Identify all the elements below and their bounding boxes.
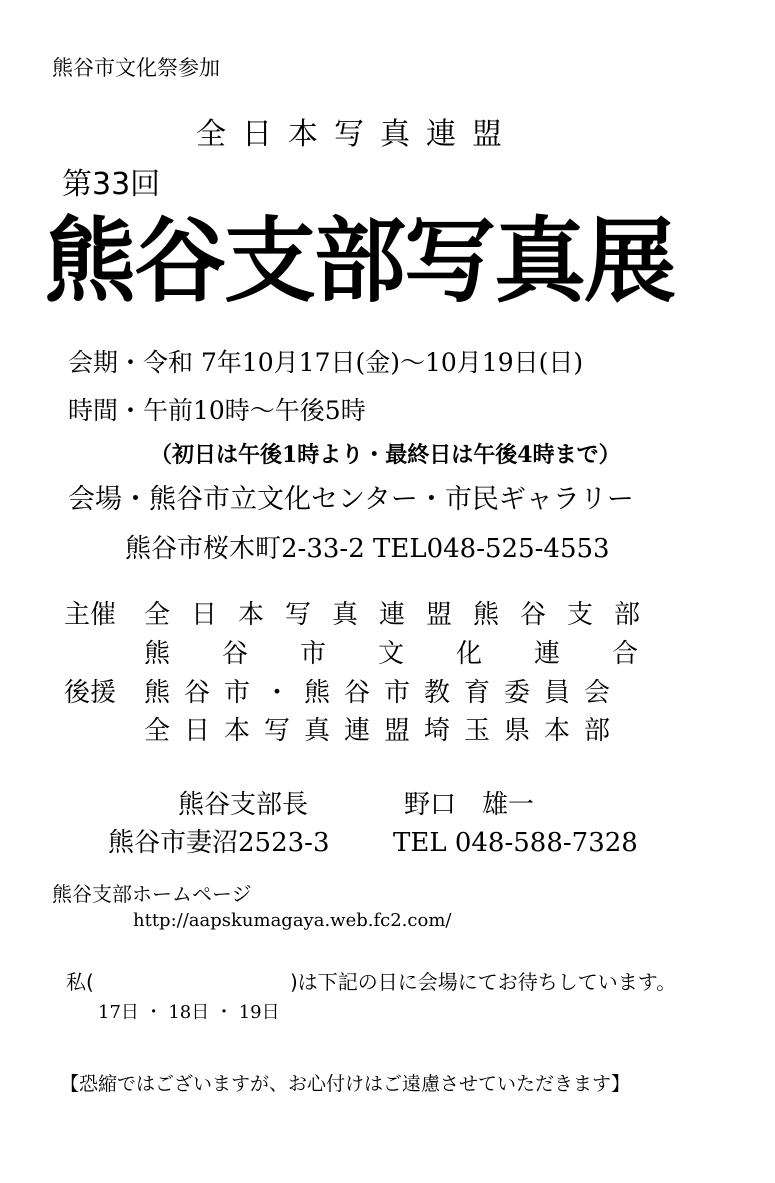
footer-note: 【恐縮ではございますが、お心付けはご遠慮させていただきます】 <box>60 1073 631 1095</box>
supporter-line-1: 熊谷市・熊谷市教育委員会 <box>144 678 625 708</box>
homepage-label: 熊谷支部ホームページ <box>52 882 252 906</box>
supporter-label: 後援 <box>64 678 117 708</box>
invitation-suffix: )は下記の日に会場にてお待ちしています。 <box>290 970 677 994</box>
event-venue: 会場・熊谷市立文化センター・市民ギャラリー <box>68 484 634 515</box>
event-address: 熊谷市桜木町2-33-2 TEL048-525-4553 <box>125 534 610 564</box>
organizer-line-1: 全日本写真連盟熊谷支部 <box>144 600 662 630</box>
chief-address: 熊谷市妻沼2523-3 <box>108 828 330 858</box>
invitation-dates: 17日 ・ 18日 ・ 19日 <box>98 1002 280 1023</box>
invitation-prefix: 私( <box>66 970 94 994</box>
event-hours: 時間・午前10時〜午後5時 <box>68 396 366 425</box>
organizer-label: 主催 <box>64 600 117 630</box>
event-hours-note: （初日は午後1時より・最終日は午後4時まで） <box>150 442 621 468</box>
name-blank[interactable] <box>106 970 286 994</box>
chief-name: 野口 雄一 <box>404 790 535 820</box>
exhibition-title: 熊谷支部写真展 <box>44 208 675 315</box>
organization-name: 全日本写真連盟 <box>196 117 518 152</box>
chief-tel: TEL 048-588-7328 <box>393 828 638 858</box>
organizer-line-2: 熊谷市文化連合 <box>144 639 691 669</box>
event-period: 会期・令和 7年10月17日(金)〜10月19日(日) <box>68 348 584 377</box>
participation-note: 熊谷市文化祭参加 <box>52 56 220 80</box>
chief-title: 熊谷支部長 <box>178 790 309 820</box>
edition-label: 第33回 <box>62 167 161 202</box>
homepage-url[interactable]: http://aapskumagaya.web.fc2.com/ <box>133 910 452 931</box>
supporter-line-2: 全日本写真連盟埼玉県本部 <box>144 716 625 746</box>
